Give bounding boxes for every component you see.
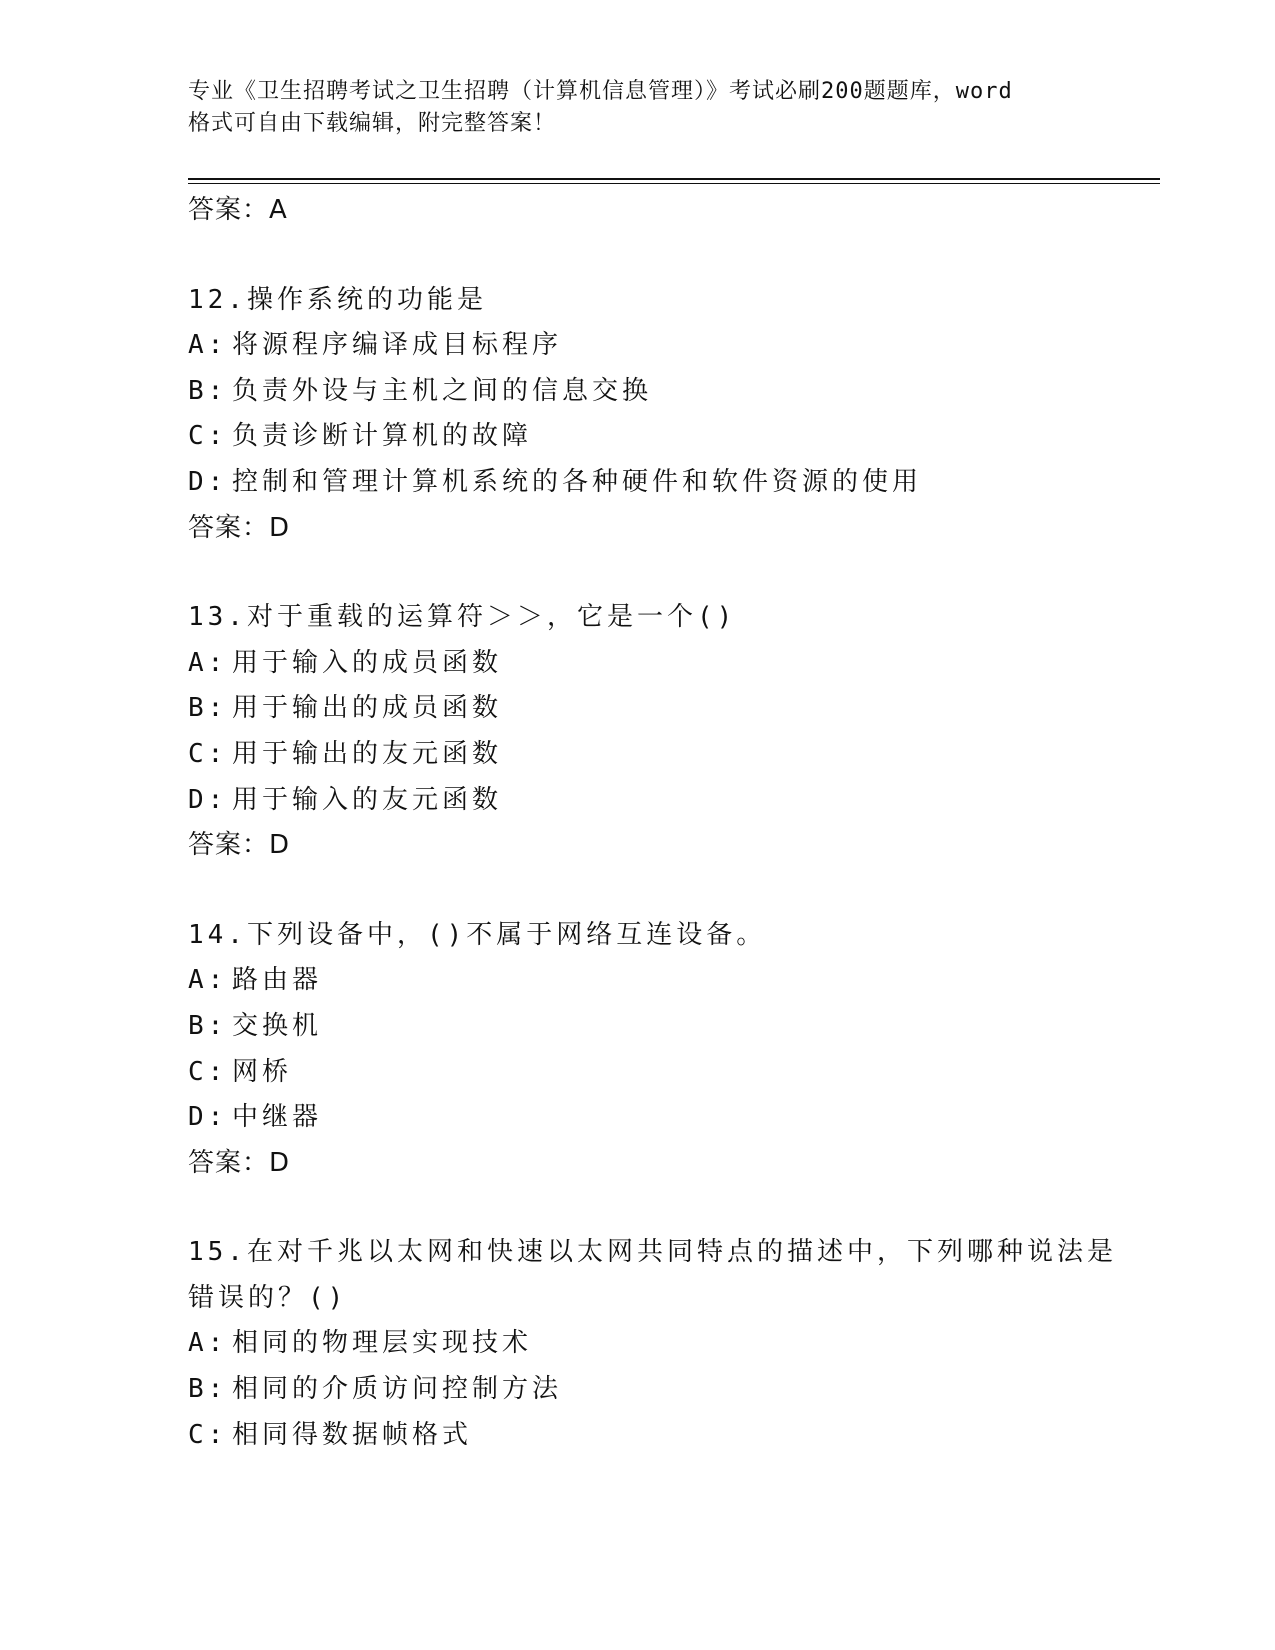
option-letter: C: [188, 1419, 228, 1450]
option-letter: C: [188, 738, 228, 769]
answer-line: 答案：D [188, 830, 291, 861]
answer-line: 答案：A [188, 195, 288, 225]
option-text: 中继器 [232, 1102, 323, 1133]
option-letter: A: [188, 647, 228, 678]
option-a [188, 1321, 1148, 1367]
header-divider [188, 178, 1160, 184]
option-letter: B: [188, 693, 228, 724]
option-text: 用于输出的友元函数 [232, 738, 503, 769]
option-letter: C: [188, 421, 228, 452]
option-letter: A: [188, 965, 228, 996]
spacer [188, 1186, 1148, 1230]
question-stem: 13.对于重载的运算符＞＞，它是一个() [188, 602, 737, 633]
option-c [188, 1050, 1148, 1096]
option-text: 相同的介质访问控制方法 [232, 1374, 563, 1405]
question-stem: 15.在对千兆以太网和快速以太网共同特点的描述中，下列哪种说法是 [188, 1237, 1117, 1268]
option-b [188, 1004, 1148, 1050]
option-letter: B: [188, 375, 228, 406]
question-14 [188, 913, 1148, 1187]
document-header [188, 76, 1088, 140]
option-text: 相同的物理层实现技术 [232, 1328, 533, 1359]
question-stem: 14.下列设备中，()不属于网络互连设备。 [188, 919, 767, 950]
option-text: 负责外设与主机之间的信息交换 [232, 375, 653, 406]
option-text: 用于输入的友元函数 [232, 784, 503, 815]
option-text: 网桥 [232, 1056, 293, 1087]
header-line-2: 格式可自由下载编辑，附完整答案！ [188, 111, 557, 136]
option-letter: A: [188, 330, 228, 361]
option-text: 用于输出的成员函数 [232, 693, 503, 724]
question-list [188, 188, 1148, 1458]
question-15 [188, 1230, 1148, 1458]
question-13 [188, 595, 1148, 869]
option-c [188, 732, 1148, 778]
question-12 [188, 278, 1148, 552]
option-a [188, 641, 1148, 687]
option-letter: B: [188, 1010, 228, 1041]
question-stem: 12.操作系统的功能是 [188, 284, 487, 315]
option-letter: D: [188, 466, 228, 497]
option-text: 用于输入的成员函数 [232, 647, 503, 678]
option-c [188, 1413, 1148, 1459]
option-letter: D: [188, 784, 228, 815]
option-text: 控制和管理计算机系统的各种硬件和软件资源的使用 [232, 466, 923, 497]
option-text: 负责诊断计算机的故障 [232, 421, 533, 452]
option-b [188, 369, 1148, 415]
option-d [188, 1095, 1148, 1141]
option-c [188, 414, 1148, 460]
option-d [188, 460, 1148, 506]
spacer [188, 551, 1148, 595]
answer-line: 答案：D [188, 1147, 291, 1178]
option-a [188, 958, 1148, 1004]
spacer [188, 869, 1148, 913]
option-b [188, 686, 1148, 732]
question-stem-continued: 错误的？() [188, 1282, 348, 1313]
spacer [188, 234, 1148, 278]
option-text: 将源程序编译成目标程序 [232, 330, 563, 361]
option-letter: D: [188, 1102, 228, 1133]
option-d [188, 778, 1148, 824]
option-a [188, 323, 1148, 369]
answer-line: 答案：D [188, 512, 291, 543]
option-text: 路由器 [232, 965, 323, 996]
option-text: 交换机 [232, 1010, 323, 1041]
option-letter: B: [188, 1374, 228, 1405]
option-letter: A: [188, 1328, 228, 1359]
option-text: 相同得数据帧格式 [232, 1419, 473, 1450]
option-b [188, 1367, 1148, 1413]
option-letter: C: [188, 1056, 228, 1087]
header-line-1: 专业《卫生招聘考试之卫生招聘（计算机信息管理）》考试必刷200题题库，word [188, 79, 1013, 104]
